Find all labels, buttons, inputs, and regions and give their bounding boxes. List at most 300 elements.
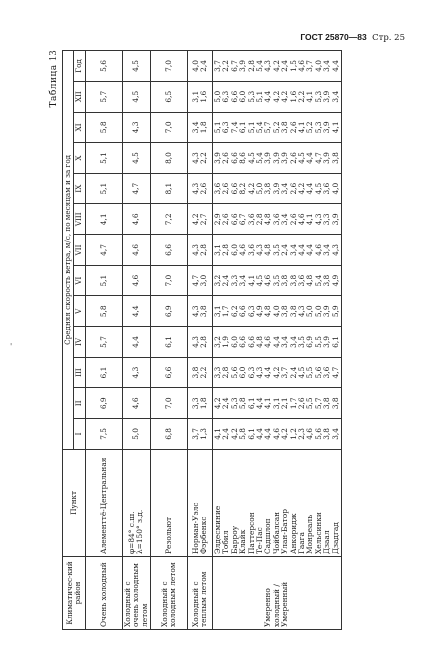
wind-value: 4,3 xyxy=(263,60,273,72)
wind-value: 4,7 xyxy=(330,366,340,379)
wind-value: 3,3 xyxy=(190,397,200,410)
table-row xyxy=(85,51,122,630)
wind-value: 7,2 xyxy=(163,213,173,226)
page-header xyxy=(300,32,405,43)
wind-value: 6,6 xyxy=(163,366,173,379)
value-cell xyxy=(213,204,342,235)
wind-value: 4,4 xyxy=(305,244,315,256)
wind-value: 5,6 xyxy=(229,366,239,379)
table-title-number: 13 xyxy=(48,50,59,61)
value-cell xyxy=(122,81,150,112)
value-cell xyxy=(151,265,188,296)
wind-value: 3,8 xyxy=(322,274,332,287)
wind-value: 4,5 xyxy=(246,152,256,164)
wind-value: 4,2 xyxy=(190,213,200,226)
point-name: Чойбалсан xyxy=(271,511,281,555)
value-cell xyxy=(188,265,213,296)
wind-value: 2,2 xyxy=(296,90,306,103)
wind-value: 5,6 xyxy=(313,428,323,440)
wind-value: 4,6 xyxy=(131,244,141,256)
rotated-table-area xyxy=(48,50,420,630)
wind-value: 4,6 xyxy=(131,274,141,287)
wind-value: 5,1 xyxy=(98,152,108,164)
value-cell xyxy=(122,204,150,235)
wind-value: 4,9 xyxy=(330,274,340,287)
wind-value: 4,5 xyxy=(254,274,264,287)
wind-value: 2,4 xyxy=(221,397,231,410)
wind-value: 4,2 xyxy=(229,428,239,440)
wind-value: 6,6 xyxy=(246,336,256,348)
value-cell xyxy=(85,388,122,419)
wind-value: 6,7 xyxy=(238,213,248,226)
wind-value: 4,2 xyxy=(213,397,223,410)
wind-value: 5,2 xyxy=(305,121,315,134)
wind-value: 4,1 xyxy=(213,428,223,440)
wind-value: 1,5 xyxy=(288,60,298,72)
wind-value: 3,3 xyxy=(322,213,332,226)
value-cell xyxy=(122,296,150,327)
wind-value: 7,4 xyxy=(229,121,239,134)
value-cell xyxy=(85,235,122,266)
wind-value: 2,8 xyxy=(246,60,256,72)
wind-value: 4,4 xyxy=(296,244,306,256)
wind-value: 8,6 xyxy=(238,152,248,164)
month-header: V xyxy=(74,296,85,327)
point-name: Монреаль xyxy=(305,514,315,555)
wind-value: 4,7 xyxy=(131,182,141,195)
value-cell xyxy=(85,419,122,450)
wind-value: 3,6 xyxy=(271,213,281,226)
wind-value: 5,5 xyxy=(313,336,323,348)
value-cell xyxy=(213,81,342,112)
wind-value: 3,9 xyxy=(263,152,273,164)
value-cell xyxy=(213,173,342,204)
climate-cell: Холодный с теплым летом xyxy=(188,557,213,630)
wind-value: 4,6 xyxy=(271,428,281,440)
wind-value: 8,0 xyxy=(163,152,173,164)
wind-value: 3,4 xyxy=(280,336,290,348)
value-cell xyxy=(188,327,213,358)
value-cell xyxy=(122,112,150,143)
month-header: XI xyxy=(74,112,85,143)
wind-value: 3,8 xyxy=(199,305,209,318)
table-row xyxy=(213,51,342,630)
wind-value: 5,1 xyxy=(246,121,256,134)
wind-value: 3,4 xyxy=(322,244,332,256)
wind-value: 4,6 xyxy=(263,274,273,287)
value-cell xyxy=(122,357,150,388)
point-cell xyxy=(213,449,342,556)
wind-value: 5,7 xyxy=(263,121,273,134)
wind-value: 2,8 xyxy=(221,366,231,379)
table-row xyxy=(151,51,188,630)
wind-value: 6,3 xyxy=(246,305,256,318)
month-header: IV xyxy=(74,327,85,358)
wind-value: 4,3 xyxy=(190,305,200,318)
point-name: Элдесминие xyxy=(213,505,223,555)
wind-value: 3,9 xyxy=(213,152,223,164)
month-header: I xyxy=(74,419,85,450)
wind-value: 3,7 xyxy=(305,60,315,72)
wind-value: 5,8 xyxy=(238,428,248,440)
climate-cell: Очень холодный xyxy=(85,557,122,630)
wind-value: 3,1 xyxy=(271,397,281,410)
table-title xyxy=(48,50,59,108)
value-cell xyxy=(213,235,342,266)
wind-value: 2,4 xyxy=(280,60,290,72)
value-cell xyxy=(213,112,342,143)
wind-value: 2,6 xyxy=(288,182,298,195)
page-number: Стр. 25 xyxy=(372,33,405,43)
wind-value: 6,8 xyxy=(163,428,173,440)
wind-value: 4,4 xyxy=(263,428,273,440)
point-name: φ=84° с.ш. xyxy=(127,511,137,555)
wind-value: 6,9 xyxy=(305,336,315,348)
wind-value: 3,8 xyxy=(330,397,340,410)
wind-value: 3,5 xyxy=(271,274,281,287)
table-title-word: Таблица xyxy=(49,64,59,108)
wind-value: 6,6 xyxy=(229,182,239,195)
wind-value: 1,7 xyxy=(221,305,231,318)
wind-value: 8,1 xyxy=(163,182,173,195)
wind-value: 6,1 xyxy=(246,428,256,440)
wind-value: 4,3 xyxy=(190,336,200,348)
value-cell xyxy=(85,204,122,235)
wind-value: 6,0 xyxy=(238,366,248,379)
wind-value: 1,7 xyxy=(288,397,298,410)
wind-value: 3,7 xyxy=(190,428,200,440)
wind-value: 4,6 xyxy=(131,213,141,226)
value-cell xyxy=(122,419,150,450)
wind-value: 2,4 xyxy=(280,244,290,256)
value-cell xyxy=(151,81,188,112)
wind-value: 4,8 xyxy=(263,305,273,318)
wind-value: 2,6 xyxy=(296,397,306,410)
wind-value: 6,3 xyxy=(221,121,231,134)
wind-value: 3,9 xyxy=(271,182,281,195)
wind-value: 3,9 xyxy=(271,152,281,164)
wind-value: 6,2 xyxy=(229,305,239,318)
wind-value: 4,0 xyxy=(313,60,323,72)
wind-value: 2,8 xyxy=(221,244,231,256)
value-cell xyxy=(151,112,188,143)
wind-value: 4,6 xyxy=(305,428,315,440)
wind-value: 4,4 xyxy=(305,152,315,164)
wind-value: 4,4 xyxy=(330,60,340,72)
value-cell xyxy=(188,357,213,388)
value-cell xyxy=(85,357,122,388)
wind-value: 3,8 xyxy=(322,428,332,440)
point-name: Те-Пас xyxy=(254,527,264,555)
wind-value: 5,4 xyxy=(254,60,264,72)
value-cell xyxy=(188,173,213,204)
month-header: VII xyxy=(74,235,85,266)
wind-value: 1,8 xyxy=(199,121,209,134)
wind-value: 4,0 xyxy=(271,305,281,318)
wind-value: 5,9 xyxy=(330,305,340,318)
wind-value: 3,8 xyxy=(288,305,298,318)
value-cell xyxy=(151,204,188,235)
wind-value: 5,7 xyxy=(98,336,108,348)
wind-value: 4,3 xyxy=(330,244,340,256)
value-cell xyxy=(188,51,213,82)
wind-value: 4,3 xyxy=(296,305,306,318)
wind-value: 5,1 xyxy=(98,274,108,287)
wind-value: 3,6 xyxy=(322,366,332,379)
wind-value: 5,0 xyxy=(313,305,323,318)
value-cell xyxy=(122,143,150,174)
wind-value: 3,4 xyxy=(280,182,290,195)
table-row xyxy=(122,51,150,630)
wind-value: 7,5 xyxy=(98,428,108,440)
month-header: IX xyxy=(74,173,85,204)
wind-value: 7,0 xyxy=(163,121,173,134)
wind-value: 2,6 xyxy=(221,213,231,226)
wind-value: 3,4 xyxy=(288,244,298,256)
value-cell xyxy=(122,388,150,419)
wind-value: 4,8 xyxy=(254,336,264,348)
value-cell xyxy=(151,419,188,450)
wind-value: 5,1 xyxy=(213,121,223,134)
wind-value: 5,7 xyxy=(98,90,108,103)
point-name: Дзаал xyxy=(322,530,332,555)
wind-value: 3,0 xyxy=(199,274,209,287)
wind-value: 3,5 xyxy=(296,336,306,348)
point-name: Барроу xyxy=(229,525,239,555)
wind-value: 3,7 xyxy=(280,366,290,379)
point-cell xyxy=(151,449,188,556)
wind-value: 4,1 xyxy=(98,213,108,226)
wind-value: 3,9 xyxy=(322,121,332,134)
wind-value: 4,4 xyxy=(263,90,273,103)
wind-value: 3,9 xyxy=(322,336,332,348)
wind-value: 2,4 xyxy=(221,428,231,440)
value-cell xyxy=(213,327,342,358)
wind-value: 2,2 xyxy=(199,366,209,379)
value-cell xyxy=(213,357,342,388)
wind-value: 6,6 xyxy=(238,336,248,348)
wind-value: 5,0 xyxy=(254,182,264,195)
wind-value: 4,3 xyxy=(254,244,264,256)
wind-value: 6,1 xyxy=(98,366,108,379)
wind-value: 5,4 xyxy=(313,274,323,287)
wind-value: 6,1 xyxy=(330,336,340,348)
value-cell xyxy=(85,327,122,358)
wind-value: 6,7 xyxy=(229,60,239,72)
wind-value: 6,9 xyxy=(98,397,108,410)
wind-value: 4,2 xyxy=(271,366,281,379)
wind-value: 3,2 xyxy=(213,336,223,348)
wind-value: 5,8 xyxy=(98,305,108,318)
wind-value: 6,1 xyxy=(163,336,173,348)
wind-value: 5,6 xyxy=(313,366,323,379)
wind-value: 5,0 xyxy=(213,90,223,103)
wind-value: 3,4 xyxy=(322,60,332,72)
wind-value: 3,3 xyxy=(213,366,223,379)
wind-value: 5,3 xyxy=(246,90,256,103)
value-cell xyxy=(85,81,122,112)
wind-value: 5,7 xyxy=(313,397,323,410)
wind-value: 3,9 xyxy=(280,152,290,164)
wind-value: 4,6 xyxy=(296,213,306,226)
value-cell xyxy=(122,327,150,358)
wind-value: 2,8 xyxy=(199,244,209,256)
col-header-climate: Климатичес-кий район xyxy=(63,557,86,630)
wind-value: 3,7 xyxy=(213,60,223,72)
wind-value: 3,6 xyxy=(322,182,332,195)
wind-value: 2,7 xyxy=(199,213,209,226)
point-name: Садшлоп xyxy=(263,518,273,555)
month-header: X xyxy=(74,143,85,174)
wind-value: 3,8 xyxy=(280,305,290,318)
wind-value: 4,2 xyxy=(280,428,290,440)
wind-value: 5,0 xyxy=(305,305,315,318)
wind-value: 4,1 xyxy=(330,121,340,134)
wind-value: 4,9 xyxy=(254,305,264,318)
value-cell xyxy=(85,173,122,204)
wind-value: 4,8 xyxy=(263,213,273,226)
wind-value: 2,8 xyxy=(254,213,264,226)
wind-value: 3,9 xyxy=(322,152,332,164)
wind-value: 2,6 xyxy=(288,152,298,164)
wind-value: 5,1 xyxy=(98,182,108,195)
wind-value: 1,3 xyxy=(199,428,209,440)
value-cell xyxy=(151,296,188,327)
value-cell xyxy=(151,388,188,419)
margin-mark: ' xyxy=(10,342,13,351)
wind-value: 4,7 xyxy=(190,274,200,287)
wind-value: 4,3 xyxy=(190,182,200,195)
col-header-point: Пункт xyxy=(63,449,86,556)
value-cell xyxy=(188,388,213,419)
wind-value: 3,9 xyxy=(322,90,332,103)
wind-value: 4,3 xyxy=(131,366,141,379)
wind-value: 2,8 xyxy=(199,336,209,348)
wind-value: 3,6 xyxy=(246,213,256,226)
wind-value: 4,5 xyxy=(131,152,141,164)
point-name: Анкоридж xyxy=(288,513,298,555)
wind-value: 6,6 xyxy=(163,244,173,256)
wind-value: 4,8 xyxy=(263,244,273,256)
wind-value: 3,6 xyxy=(213,182,223,195)
point-name: Резольют xyxy=(163,516,173,555)
wind-value: 6,3 xyxy=(246,366,256,379)
wind-value: 4,4 xyxy=(131,336,141,348)
value-cell xyxy=(122,51,150,82)
wind-value: 4,1 xyxy=(296,121,306,134)
wind-value: 3,8 xyxy=(190,366,200,379)
wind-value: 4,5 xyxy=(131,90,141,103)
wind-value: 4,3 xyxy=(190,244,200,256)
month-header: III xyxy=(74,357,85,388)
wind-value: 3,6 xyxy=(246,244,256,256)
wind-value: 4,5 xyxy=(313,182,323,195)
point-name: Гаага xyxy=(296,532,306,555)
wind-value: 1,6 xyxy=(288,90,298,103)
wind-value: 4,3 xyxy=(131,121,141,134)
col-header-group: Средняя скорость ветра, м/с, по месяцам и за год xyxy=(63,51,74,450)
wind-value: 2,1 xyxy=(280,397,290,410)
wind-value: 2,6 xyxy=(221,182,231,195)
wind-value: 4,6 xyxy=(238,244,248,256)
wind-value: 3,2 xyxy=(213,274,223,287)
wind-value: 1,2 xyxy=(288,428,298,440)
point-name: Фэрбенкс xyxy=(199,516,209,555)
wind-value: 2,9 xyxy=(213,213,223,226)
wind-value: 1,6 xyxy=(199,90,209,103)
value-cell xyxy=(188,81,213,112)
value-cell xyxy=(151,143,188,174)
wind-value: 6,6 xyxy=(229,213,239,226)
wind-value: 5,8 xyxy=(98,121,108,134)
value-cell xyxy=(122,173,150,204)
wind-speed-table xyxy=(62,50,342,630)
month-header: VIII xyxy=(74,204,85,235)
wind-value: 6,3 xyxy=(221,90,231,103)
wind-value: 3,9 xyxy=(322,305,332,318)
value-cell xyxy=(213,296,342,327)
climate-cell: Умеренно холодный / Умеренный xyxy=(213,557,342,630)
wind-value: 3,6 xyxy=(296,274,306,287)
wind-value: 3,1 xyxy=(213,305,223,318)
wind-value: 4,1 xyxy=(305,90,315,103)
wind-value: 4,6 xyxy=(313,244,323,256)
point-name: Хельсинки xyxy=(313,512,323,555)
wind-value: 7,0 xyxy=(163,397,173,410)
value-cell xyxy=(85,112,122,143)
wind-value: 2,6 xyxy=(288,213,298,226)
value-cell xyxy=(213,419,342,450)
wind-value: 8,2 xyxy=(238,182,248,195)
point-cell xyxy=(188,449,213,556)
point-name: Паттерсон xyxy=(246,512,256,555)
value-cell xyxy=(122,265,150,296)
wind-value: 4,5 xyxy=(296,152,306,164)
wind-value: 4,1 xyxy=(305,213,315,226)
wind-value: 6,5 xyxy=(163,90,173,103)
value-cell xyxy=(151,51,188,82)
wind-value: 3,4 xyxy=(330,428,340,440)
point-name: Норман-Уэлс xyxy=(190,502,200,555)
wind-value: 4,2 xyxy=(246,182,256,195)
table-body xyxy=(85,51,341,630)
month-header: II xyxy=(74,388,85,419)
wind-value: 4,7 xyxy=(98,244,108,256)
wind-value: 4,3 xyxy=(313,213,323,226)
wind-value: 4,6 xyxy=(131,397,141,410)
wind-value: 4,4 xyxy=(254,397,264,410)
wind-value: 4,1 xyxy=(263,397,273,410)
wind-value: 5,0 xyxy=(131,428,141,440)
value-cell xyxy=(188,204,213,235)
value-cell xyxy=(213,388,342,419)
wind-value: 3,8 xyxy=(330,152,340,164)
value-cell xyxy=(188,112,213,143)
value-cell xyxy=(85,265,122,296)
wind-value: 2,2 xyxy=(221,60,231,72)
wind-value: 5,2 xyxy=(271,121,281,134)
wind-value: 5,4 xyxy=(254,152,264,164)
wind-value: 2,4 xyxy=(199,60,209,72)
month-header: XII xyxy=(74,81,85,112)
wind-value: 7,0 xyxy=(163,274,173,287)
wind-value: 3,4 xyxy=(280,213,290,226)
wind-value: 2,6 xyxy=(221,152,231,164)
wind-value: 5,3 xyxy=(229,397,239,410)
value-cell xyxy=(151,357,188,388)
wind-value: 6,9 xyxy=(163,305,173,318)
wind-value: 1,9 xyxy=(221,336,231,348)
